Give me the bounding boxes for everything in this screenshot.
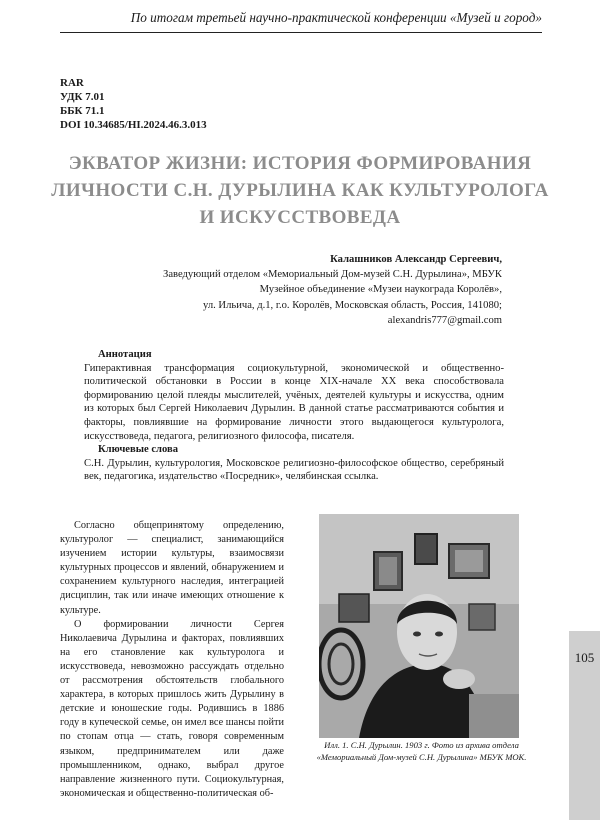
udk-code: УДК 7.01: [60, 91, 105, 103]
title-line-3: И ИСКУССТВОВЕДА: [199, 207, 401, 228]
caption-line-1: Илл. 1. С.Н. Дурылин. 1903 г. Фото из архива отдела: [324, 740, 519, 750]
author-position: Заведующий отделом «Мемориальный Дом-музей С.Н. Дурылина», МБУК: [163, 269, 502, 281]
author-block: [163, 252, 502, 328]
author-address: ул. Ильича, д.1, г.о. Королёв, Московская область, Россия, 141080;: [203, 299, 502, 311]
portrait-photo: [319, 514, 519, 738]
portrait-illustration: [319, 514, 519, 738]
body-paragraph-2: О формировании личности Сергея Николаевича Дурылина и факторах, повлиявших на его становление как культуролога и искусствоведа, невозможно рассуждать отдельно от рассмотрения обстоятельств глобального характера, в которых пришлось жить Дурылину в детские и юношеские годы. Родившись в 1886 году в купеческой семье, он имел все шансы пойти по стопам отца — стать, говоря современным языком, предпринимателем или даже промышленником, однако, выбрал другое направление жизненного пути. Социокультурная, экономическая и общественно-политическая об-: [60, 618, 284, 799]
author-organization: Музейное объединение «Музеи наукограда Королёв»,: [259, 284, 502, 296]
author-name: Калашников Александр Сергеевич,: [330, 254, 502, 265]
body-paragraph-1: Согласно общепринятому определению, культуролог — специалист, занимающийся изучением истории культуры, взаимосвязи культурных процессов и явлений, обнаружением и сохранением культурного наследия, интеграцией дисциплин, так или иначе имеющих отношение к культуре.: [60, 520, 284, 616]
article-metadata: [60, 76, 207, 132]
keywords-text: С.Н. Дурылин, культурология, Московское религиозно-философское общество, серебряный век, педагогика, издательство «Посредник», челябинская ссылка.: [84, 457, 504, 483]
bbk-code: ББК 71.1: [60, 105, 105, 117]
caption-line-2: «Мемориальный Дом-музей С.Н. Дурылина» МБУК МОК.: [316, 752, 527, 762]
author-email[interactable]: alexandris777@gmail.com: [387, 314, 502, 326]
title-line-1: ЭКВАТОР ЖИЗНИ: ИСТОРИЯ ФОРМИРОВАНИЯ: [68, 153, 532, 174]
abstract-block: [84, 348, 504, 484]
doi-code[interactable]: DOI 10.34685/HI.2024.46.3.013: [60, 119, 207, 131]
keywords-heading: Ключевые слова: [98, 444, 179, 456]
article-title: [40, 150, 560, 231]
running-header: По итогам третьей научно-практической конференции «Музей и город»: [60, 10, 542, 33]
body-text-column: [60, 519, 284, 801]
abstract-text: Гиперактивная трансформация социокультурной, экономической и общественно-политической обстановки в России в конце XIX-начале XX века способствовала формированию целой плеяды мыслителей, учёных, деятелей культуры и искусства, одним из которых был Сергей Николаевич Дурылин. В данной статье рассматриваются события и факторы, повлиявшие на формирование личности этого выдающегося культуролога, искусствоведа, педагога, религиозного философа, писателя.: [84, 362, 504, 442]
figure-caption: [299, 739, 544, 763]
title-line-2: ЛИЧНОСТИ С.Н. ДУРЫЛИНА КАК КУЛЬТУРОЛОГА: [51, 180, 549, 201]
abstract-heading: Аннотация: [98, 349, 152, 360]
page-number: 105: [574, 650, 595, 665]
rar-code: RAR: [60, 77, 84, 89]
